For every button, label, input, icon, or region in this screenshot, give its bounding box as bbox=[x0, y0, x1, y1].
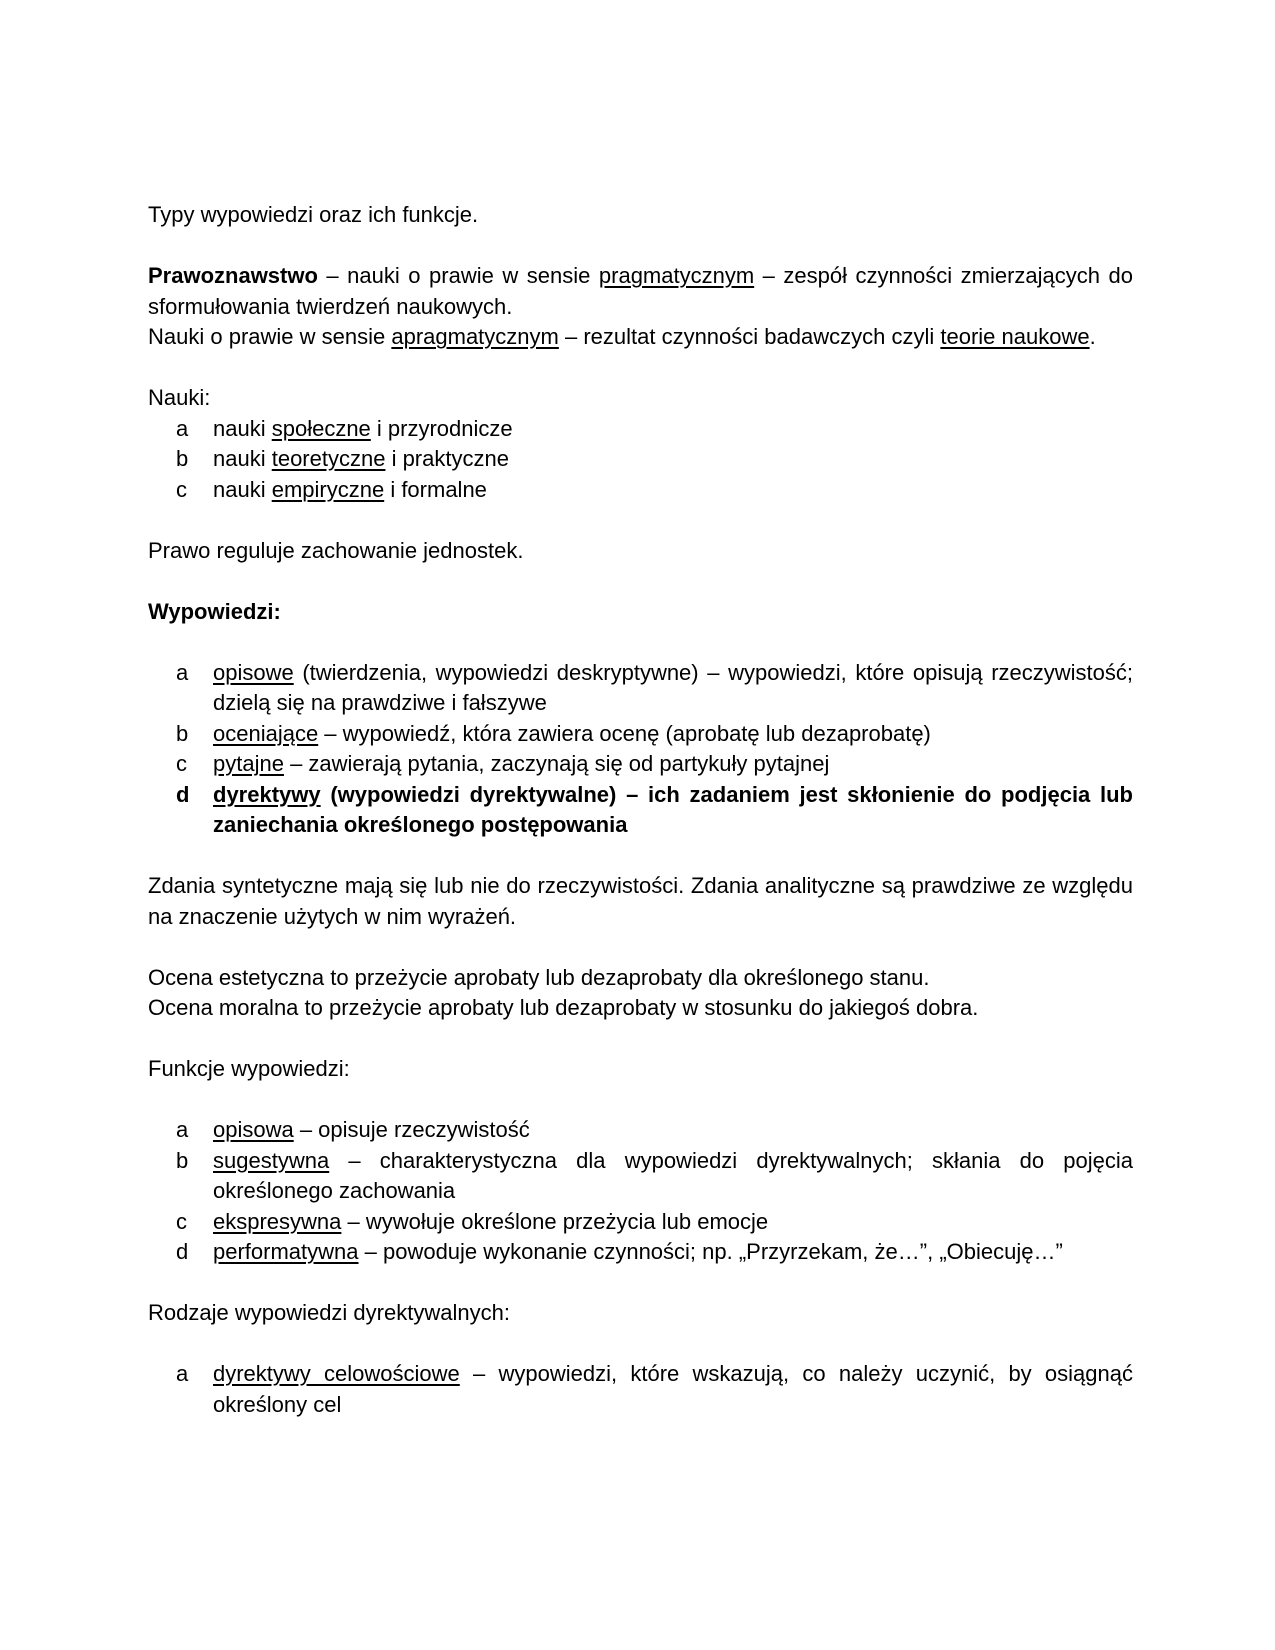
text-segment: – nauki o prawie w sensie bbox=[317, 263, 599, 288]
text-segment: pytajne bbox=[213, 751, 284, 776]
list-item-text bbox=[213, 1237, 1133, 1268]
text-segment: – powoduje wykonanie czynności; np. „Przyrzekam, że…”, „Obiecuję…” bbox=[358, 1239, 1063, 1264]
text-segment: apragmatycznym bbox=[391, 324, 559, 349]
list-item-text bbox=[213, 444, 1133, 475]
list-item-text bbox=[213, 1146, 1140, 1207]
text-segment: nauki bbox=[213, 476, 272, 502]
heading-nauki bbox=[148, 383, 1133, 414]
text-segment: Prawo reguluje zachowanie jednostek. bbox=[148, 537, 524, 563]
list-marker: c bbox=[176, 1208, 187, 1234]
text-segment: teoretyczne bbox=[271, 446, 386, 471]
text-segment: Ocena estetyczna to przeżycie aprobaty lub dezaprobaty dla określonego stanu. bbox=[148, 964, 930, 990]
text-segment: – charakterystyczna dla wypowiedzi dyrektywalnych; skłania do pojęcia określonego zachowania bbox=[213, 1147, 1140, 1203]
para-prawo-reguluje bbox=[148, 536, 1133, 567]
text-segment: Prawoznawstwo bbox=[148, 263, 318, 288]
heading-wypowiedzi bbox=[148, 597, 1133, 628]
blank-line bbox=[148, 932, 1133, 963]
list-funkcje-wypowiedzi-item bbox=[148, 1146, 1140, 1207]
text-segment: dyrektywy celowościowe bbox=[213, 1361, 460, 1386]
text-segment: ekspresywna bbox=[213, 1208, 342, 1234]
list-funkcje-wypowiedzi-item bbox=[148, 1207, 1133, 1238]
list-wypowiedzi-item bbox=[148, 780, 1140, 841]
list-item-text bbox=[213, 414, 1133, 445]
para-prawoznawstwo bbox=[148, 261, 1140, 322]
text-segment: Nauki o prawie w sensie bbox=[148, 324, 392, 349]
list-wypowiedzi-item bbox=[148, 719, 1133, 750]
para-ocena-moralna bbox=[148, 993, 1133, 1024]
text-segment: sugestywna bbox=[213, 1147, 330, 1173]
list-marker: d bbox=[176, 1239, 189, 1264]
blank-line bbox=[148, 1268, 1133, 1299]
blank-line bbox=[148, 1329, 1133, 1360]
list-nauki-item bbox=[148, 444, 1133, 475]
text-segment: – rezultat czynności badawczych czyli bbox=[558, 324, 941, 349]
text-segment: . bbox=[1089, 324, 1096, 349]
list-marker: b bbox=[176, 720, 189, 746]
text-segment: – wywołuje określone przeżycia lub emocje bbox=[341, 1208, 769, 1234]
text-segment: opisowe bbox=[213, 659, 294, 685]
para-zdania bbox=[148, 871, 1140, 932]
list-nauki-item bbox=[148, 475, 1133, 506]
list-marker: a bbox=[176, 415, 189, 441]
text-segment: teorie naukowe bbox=[940, 324, 1090, 349]
heading-rodzaje bbox=[148, 1298, 1133, 1329]
blank-line bbox=[148, 841, 1133, 872]
text-segment: nauki bbox=[213, 415, 272, 441]
text-segment: – zawierają pytania, zaczynają się od partykuły pytajnej bbox=[283, 751, 830, 776]
list-item-text bbox=[213, 1115, 1133, 1146]
list-rodzaje-item bbox=[148, 1359, 1140, 1420]
text-segment: Zdania syntetyczne mają się lub nie do rzeczywistości. Zdania analityczne są prawdziwe ze względu na znaczenie użytych w nim wyrażeń. bbox=[148, 873, 1140, 929]
text-segment: Rodzaje wypowiedzi dyrektywalnych: bbox=[148, 1300, 510, 1325]
text-segment: (twierdzenia, wypowiedzi deskryptywne) – wypowiedzi, które opisują rzeczywistość; dzielą się na prawdziwe i fałszywe bbox=[213, 659, 1140, 715]
list-item-text bbox=[213, 749, 1133, 780]
text-segment: – wypowiedź, która zawiera ocenę (aprobatę lub dezaprobatę) bbox=[318, 720, 931, 746]
list-marker: b bbox=[176, 446, 189, 471]
list-marker: a bbox=[176, 1361, 189, 1386]
list-wypowiedzi-item bbox=[148, 749, 1133, 780]
list-marker: b bbox=[176, 1147, 189, 1173]
doc-title bbox=[148, 200, 1133, 231]
blank-line bbox=[148, 566, 1133, 597]
list-item-text bbox=[213, 475, 1133, 506]
text-segment: opisowa bbox=[213, 1117, 294, 1142]
list-item-text bbox=[213, 658, 1140, 719]
text-segment: pragmatycznym bbox=[598, 263, 755, 288]
text-segment: performatywna bbox=[213, 1239, 359, 1264]
text-segment: i formalne bbox=[384, 476, 487, 502]
list-marker: a bbox=[176, 659, 189, 685]
blank-line bbox=[148, 231, 1133, 262]
blank-line bbox=[148, 505, 1133, 536]
text-segment: Nauki: bbox=[148, 385, 211, 410]
blank-line bbox=[148, 353, 1133, 384]
blank-line bbox=[148, 1085, 1133, 1116]
text-segment: i przyrodnicze bbox=[370, 415, 513, 441]
blank-line bbox=[148, 627, 1133, 658]
list-item-text bbox=[213, 1359, 1140, 1420]
text-segment: Funkcje wypowiedzi: bbox=[148, 1056, 350, 1081]
list-marker: a bbox=[176, 1117, 189, 1142]
text-segment: (wypowiedzi dyrektywalne) – ich zadaniem jest skłonienie do podjęcia lub zaniechania określonego postępowania bbox=[213, 781, 1140, 837]
text-segment: nauki bbox=[213, 446, 272, 471]
text-segment: – wypowiedzi, które wskazują, co należy uczynić, by osiągnąć określony cel bbox=[213, 1361, 1140, 1417]
text-segment: dyrektywy bbox=[213, 781, 321, 807]
list-item-text bbox=[213, 719, 1133, 750]
heading-funkcje-wypowiedzi bbox=[148, 1054, 1133, 1085]
list-wypowiedzi-item bbox=[148, 658, 1140, 719]
list-marker: c bbox=[176, 751, 187, 776]
list-funkcje-wypowiedzi-item bbox=[148, 1115, 1133, 1146]
list-item-text bbox=[213, 1207, 1133, 1238]
text-segment: Wypowiedzi: bbox=[148, 598, 281, 624]
list-nauki-item bbox=[148, 414, 1133, 445]
blank-line bbox=[148, 1024, 1133, 1055]
text-segment: Typy wypowiedzi oraz ich funkcje. bbox=[148, 202, 479, 227]
text-segment: – zespół czynności zmierzających do sformułowania twierdzeń naukowych. bbox=[148, 263, 1140, 319]
text-segment: Ocena moralna to przeżycie aprobaty lub dezaprobaty w stosunku do jakiegoś dobra. bbox=[148, 995, 979, 1020]
list-marker: c bbox=[176, 476, 187, 502]
text-segment: empiryczne bbox=[271, 476, 385, 502]
text-segment: społeczne bbox=[271, 415, 371, 441]
para-ocena-estetyczna bbox=[148, 963, 1133, 994]
text-segment: oceniające bbox=[213, 720, 319, 746]
list-funkcje-wypowiedzi-item bbox=[148, 1237, 1133, 1268]
document-content bbox=[148, 200, 1140, 1420]
list-marker: d bbox=[176, 781, 190, 807]
text-segment: – opisuje rzeczywistość bbox=[293, 1117, 530, 1142]
list-item-text bbox=[213, 780, 1140, 841]
text-segment: i praktyczne bbox=[385, 446, 509, 471]
para-nauki-o-prawie bbox=[148, 322, 1133, 353]
